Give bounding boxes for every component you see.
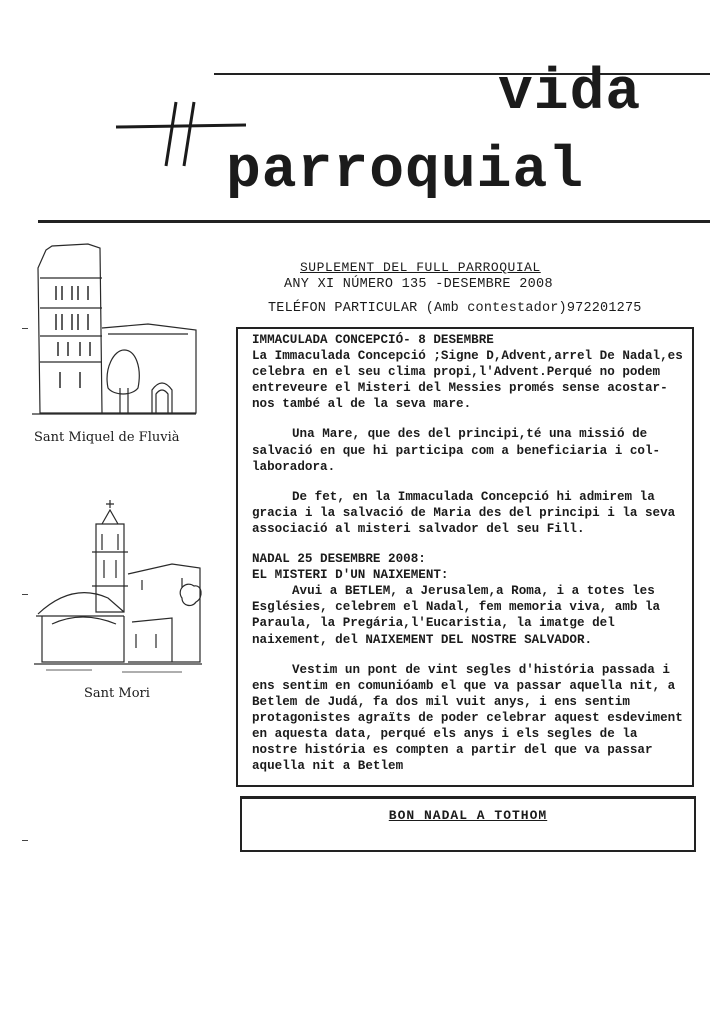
article-paragraph-2: Una Mare, que des del principi,té una missió de salvació en que hi participa com a beneficiaria i col-laboradora. <box>252 427 661 474</box>
church2-caption: Sant Mori <box>84 686 150 701</box>
masthead-title-line2: parroquial <box>226 139 585 204</box>
article-heading-misteri: EL MISTERI D'UN NAIXEMENT: <box>252 568 449 583</box>
phone-line: TELÉFON PARTICULAR (Amb contestador)972201275 <box>268 301 642 316</box>
article-paragraph-5: Vestim un pont de vint segles d'história passada i ens sentim en comunióamb el que va passar aquella nit, a Betlem de Judá, fa dos mil vuit anys, i ens sentim protagonistes agraïts de poder celebrar aquest esdeviment en aquesta data, perqué els anys i els segles de la nostre história es compten a partir del que va passar aquella nit a Betlem <box>252 662 683 774</box>
margin-tick <box>22 328 28 329</box>
church-sant-miquel-illustration <box>28 238 198 418</box>
christmas-greeting: BON NADAL A TOTHOM <box>388 808 548 823</box>
margin-tick <box>22 594 28 595</box>
article-heading-immaculada: IMMACULADA CONCEPCIÓ- 8 DESEMBRE <box>252 333 494 347</box>
church-sant-mori-illustration <box>32 494 204 680</box>
article-paragraph-4: Avui a BETLEM, a Jerusalem,a Roma, i a totes les Esglésies, celebrem el Nadal, fem memoria viva, amb la Paraula, la Pregária,l'Eucaristia, la imatge del naixement, del NAIXEMENT DEL NOSTRE SALVADOR. <box>252 584 661 647</box>
masthead-bottom-rule <box>38 220 710 223</box>
issue-line: ANY XI NÚMERO 135 -DESEMBRE 2008 <box>284 277 553 292</box>
church1-caption: Sant Miquel de Fluvià <box>34 430 180 445</box>
article-body <box>252 332 688 774</box>
article-paragraph-1: La Immaculada Concepció ;Signe D,Advent,arrel De Nadal,es celebra en el seu clima propi,l'Advent.Perqué no podem entreveure el Misteri del Messies promés sense acostar-nos també al de la seva mare. <box>252 349 683 412</box>
supplement-title: SUPLEMENT DEL FULL PARROQUIAL <box>300 260 541 275</box>
masthead-title-line1: vida <box>498 61 642 126</box>
greeting-frame <box>240 796 696 852</box>
margin-tick <box>22 840 28 841</box>
article-heading-nadal: NADAL 25 DESEMBRE 2008: <box>252 552 426 567</box>
article-paragraph-3: De fet, en la Immaculada Concepció hi admirem la gracia i la salvació de Maria des del principi i la seva associació al misteri salvador del seu Fill. <box>252 489 676 536</box>
